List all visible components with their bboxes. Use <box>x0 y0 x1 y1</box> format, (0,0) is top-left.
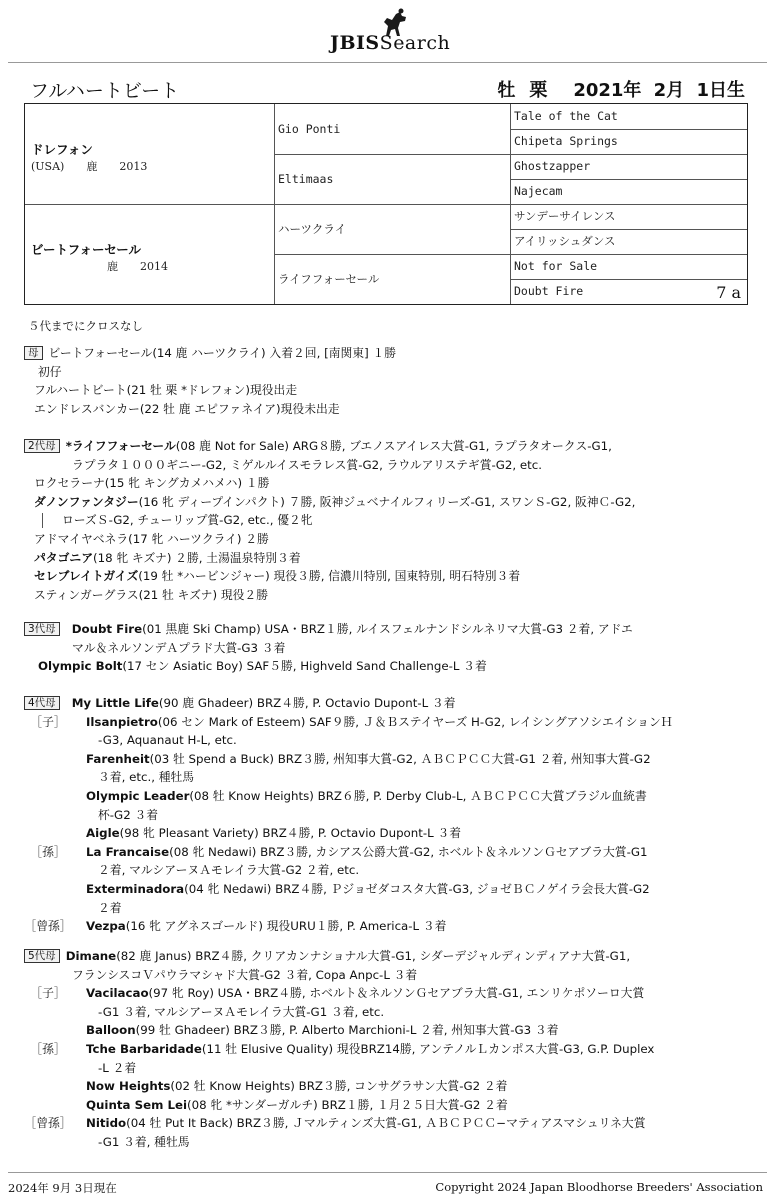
horse-link[interactable]: Vezpa <box>86 919 126 934</box>
horse-record: -G3, Aquanaut H-L, etc. <box>98 733 237 748</box>
footer-divider <box>8 1172 767 1173</box>
list-item[interactable] <box>24 1114 764 1133</box>
horse-link[interactable]: Ilsanpietro <box>86 714 158 729</box>
sire-dam[interactable]: Eltimaas <box>278 172 334 186</box>
relation-label: ［孫］ <box>30 1041 66 1056</box>
gen3-5[interactable]: サンデーサイレンス <box>514 209 616 223</box>
fifth-dam-section: 5代母 Dimane(82 鹿 Janus) BRZ４勝, クリアカンナショナル大賞-G1, シダーデジャルディンディアナ大賞-G1, フランシスコＶパウラマシャド大賞-G2 ３着, Copa Anpc-L ３着 ［子］ Vacilacao(97 牝 Roy) USA・BRZ４勝, ホベルト＆ネルソンＧセアブラ大賞-G1, エンリケポソーロ大賞 -G1 ３着, マルシアーヌＡモレイラ大賞-G1 ３着, etc. Balloon(99 牡 Ghadeer) BRZ３勝, P. Alberto Marchioni-L ２着, 州知事大賞-G3 ３着 ［孫］ Tche Barbaridade(11 牡 Elusive Quality) 現役BRZ14勝, アンテノルＬカンポス大賞-G3, G.P. Duplex -L ２着 Now Heights(02 牡 Know Heights) BRZ３勝, コンサグラサン大賞-G2 ２着 Quinta Sem Lei(08 牝 *サンダーガルチ) BRZ１勝, １月２５日大賞-G2 ２着 ［曾孫］ Nitido(04 牡 Put It Back) BRZ３勝, Ｊマルティンズ大賞-G1, ＡＢＣＰＣＣ−マティアスマシュリネ大賞 -G1 ３着, 種牡馬 <box>24 947 764 1152</box>
inbreeding-note: ５代までにクロスなし <box>28 319 143 333</box>
list-item: 初仔 <box>38 364 62 379</box>
gen3-6[interactable]: アイリッシュダンス <box>514 234 616 248</box>
horse-record: (99 牡 Ghadeer) BRZ３勝, P. Alberto Marchioni-L ２着, 州知事大賞-G3 ３着 <box>135 1023 559 1038</box>
list-item[interactable]: セレブレイトガイズ(19 牡 *ハービンジャー) 現役３勝, 信濃川特別, 国東特別, 明石特別３着 <box>34 569 521 584</box>
list-item-cont <box>24 768 764 787</box>
horse-birthdate: 2021年 2月 1日生 <box>573 80 745 101</box>
list-item[interactable] <box>24 1077 764 1096</box>
list-item[interactable] <box>24 880 764 899</box>
section-tag: 5代母 <box>24 949 60 963</box>
relation-label: ［曾孫］ <box>24 919 72 934</box>
list-item-cont <box>24 806 764 825</box>
jbis-search-logo[interactable] <box>330 8 460 54</box>
list-item[interactable] <box>24 843 764 862</box>
as-of-date: 2024年 9月 3日現在 <box>8 1181 117 1195</box>
horse-record: ２着 <box>98 900 122 915</box>
list-item-cont <box>24 861 764 880</box>
list-item[interactable] <box>24 750 764 769</box>
gen3-7[interactable]: Not for Sale <box>514 259 598 273</box>
section-tag: 4代母 <box>24 696 60 710</box>
relation-label: ［孫］ <box>30 844 66 859</box>
horse-link[interactable]: Aigle <box>86 826 120 841</box>
list-item-cont <box>24 899 764 918</box>
list-item-cont <box>24 731 764 750</box>
gen3-1[interactable]: Tale of the Cat <box>514 109 618 123</box>
gen3-2[interactable]: Chipeta Springs <box>514 134 618 148</box>
horse-link[interactable]: Tche Barbaridade <box>86 1041 202 1056</box>
horse-record: (06 セン Mark of Esteem) SAF９勝, Ｊ＆Ｂステイヤーズ H-G2, レイシングアソシエイションＨ <box>157 714 673 729</box>
horse-record: (16 牝 アグネスゴールド) 現役URU１勝, P. America-L ３着 <box>125 919 447 934</box>
horse-link[interactable]: Olympic Leader <box>86 788 190 803</box>
horse-link[interactable]: La Francaise <box>86 844 170 859</box>
horse-sex: 牡 <box>497 80 516 101</box>
horse-name: フルハートビート <box>30 80 180 102</box>
horse-record: (98 牝 Pleasant Variety) BRZ４勝, P. Octavio Dupont-L ３着 <box>119 826 462 841</box>
copyright: Copyright 2024 Japan Bloodhorse Breeders' Association <box>435 1180 763 1194</box>
dam-sire[interactable]: ハーツクライ <box>278 222 347 236</box>
horse-record: -G1 ３着, 種牡馬 <box>98 1134 190 1149</box>
dam-dam[interactable]: ライフフォーセール <box>278 272 380 286</box>
horse-record: (08 牡 Know Heights) BRZ６勝, P. Derby Club-L, ＡＢＣＰＣＣ大賞ブラジル血統書 <box>189 788 647 803</box>
list-item[interactable] <box>24 824 764 843</box>
gen3-8[interactable]: Doubt Fire <box>514 284 584 298</box>
horse-link[interactable]: Now Heights <box>86 1079 171 1094</box>
horse-record: (02 牡 Know Heights) BRZ３勝, コンサグラサン大賞-G2 ２着 <box>170 1079 508 1094</box>
sire-name[interactable]: ドレフォン <box>31 142 93 157</box>
list-item[interactable] <box>24 787 764 806</box>
pedigree-table <box>24 103 748 305</box>
list-item[interactable] <box>24 713 764 732</box>
list-item[interactable] <box>24 917 764 936</box>
horse-record: (11 牡 Elusive Quality) 現役BRZ14勝, アンテノルＬカンポス大賞-G3, G.P. Duplex <box>201 1041 655 1056</box>
horse-record: -G1 ３着, マルシアーヌＡモレイラ大賞-G1 ３着, etc. <box>98 1004 385 1019</box>
horse-link[interactable]: Vacilacao <box>86 986 149 1001</box>
horse-record: (08 牝 *サンダーガルチ) BRZ１勝, １月２５日大賞-G2 ２着 <box>187 1097 508 1112</box>
section-tag: 母 <box>24 346 43 360</box>
gen3-4[interactable]: Najecam <box>514 184 563 198</box>
logo-text: JBISSearch <box>330 32 451 54</box>
dam-section <box>24 344 764 418</box>
horse-link[interactable]: Nitido <box>86 1116 127 1131</box>
list-item[interactable]: スティンガーグラス(21 牡 キズナ) 現役２勝 <box>34 587 269 602</box>
list-item[interactable]: Olympic Bolt(17 セン Asiatic Boy) SAF５勝, Highveld Sand Challenge-L ３着 <box>38 659 487 674</box>
horse-link[interactable]: Exterminadora <box>86 881 185 896</box>
dam-summary: ビートフォーセール(14 鹿 ハーツクライ) 入着２回, [南関東] １勝 <box>48 346 397 360</box>
sire-sire[interactable]: Gio Ponti <box>278 122 341 136</box>
list-item[interactable] <box>24 1040 764 1059</box>
list-item[interactable]: ロクセラーナ(15 牝 キングカメハメハ) １勝 <box>34 476 270 491</box>
horse-record: ２着, マルシアーヌＡモレイラ大賞-G2 ２着, etc. <box>98 863 360 878</box>
list-item[interactable]: エンドレスバンカー(22 牡 鹿 エピファネイア)現役未出走 <box>34 401 340 416</box>
relation-label: ［子］ <box>30 714 66 729</box>
horse-record: (04 牡 Put It Back) BRZ３勝, Ｊマルティンズ大賞-G1, ＡＢＣＰＣＣ−マティアスマシュリネ大賞 <box>126 1116 646 1131</box>
list-item[interactable] <box>24 1021 764 1040</box>
horse-record: (08 牝 Nedawi) BRZ３勝, カシアス公爵大賞-G2, ホベルト＆ネルソンＧセアブラ大賞-G1 <box>169 844 648 859</box>
list-item-cont <box>24 1133 764 1152</box>
third-dam-section: 3代母 Doubt Fire(01 黒鹿 Ski Champ) USA・BRZ１勝, ルイスフェルナンドシルネリマ大賞-G3 ２着, アドエ マル＆ネルソンデＡプラド大賞-G3 ３着 Olympic Bolt(17 セン Asiatic Boy) SAF５勝, Highveld Sand Challenge-L ３着 <box>24 620 764 676</box>
relation-label: ［曾孫］ <box>24 1116 72 1131</box>
horse-title-row <box>30 76 745 102</box>
list-item-cont <box>24 1003 764 1022</box>
dam-name[interactable]: ビートフォーセール <box>31 242 142 257</box>
horse-record: (04 牝 Nedawi) BRZ４勝, Ｐジョゼダコスタ大賞-G3, ジョゼＢＣノゲイラ会長大賞-G2 <box>184 881 650 896</box>
list-item-cont: ローズＳ-G2, チューリップ賞-G2, etc., 優２牝 <box>24 511 764 530</box>
gen3-3[interactable]: Ghostzapper <box>514 159 591 173</box>
horse-record: -L ２着 <box>98 1060 137 1075</box>
section-tag: 3代母 <box>24 622 60 636</box>
horse-record: 杯-G2 ３着 <box>98 807 159 822</box>
horse-profile <box>483 76 745 102</box>
header-divider <box>8 62 767 63</box>
horse-link[interactable]: Quinta Sem Lei <box>86 1097 188 1112</box>
list-item[interactable]: アドマイヤベネラ(17 牝 ハーツクライ) ２勝 <box>34 531 269 546</box>
relation-label: ［子］ <box>30 986 66 1001</box>
third-dam-name[interactable]: Doubt Fire <box>71 622 143 636</box>
second-dam-section: 2代母 *ライフフォーセール(08 鹿 Not for Sale) ARG８勝, ブエノスアイレス大賞-G1, ラプラタオークス-G1, ラプラタ１０００ギニー-G2, ミゲルルイスモラレス賞-G2, ラウルアリステギ賞-G2, etc. ロクセラーナ(15 牝 キングカメハメハ) １勝 ダノンファンタジー(16 牝 ディープインパクト) ７勝, 阪神ジュベナイルフィリーズ-G1, スワンＳ-G2, 阪神Ｃ-G2, ローズＳ-G2, チューリップ賞-G2, etc., 優２牝 アドマイヤベネラ(17 牝 ハーツクライ) ２勝 パタゴニア(18 牝 キズナ) ２勝, 土湯温泉特別３着 セレブレイトガイズ(19 牡 *ハービンジャー) 現役３勝, 信濃川特別, 国東特別, 明石特別３着 スティンガーグラス(21 牡 キズナ) 現役２勝 <box>24 437 764 604</box>
horse-link[interactable]: Balloon <box>86 1023 136 1038</box>
horse-color: 栗 <box>529 80 548 101</box>
fourth-dam-name[interactable]: My Little Life <box>71 696 159 710</box>
horse-record: (03 牡 Spend a Buck) BRZ３勝, 州知事大賞-G2, ＡＢＣＰＣＣ大賞-G1 ２着, 州知事大賞-G2 <box>149 751 651 766</box>
fifth-dam-name[interactable]: Dimane <box>65 949 117 963</box>
sire-cell: ドレフォン (USA) 鹿 2013 <box>31 140 169 174</box>
second-dam-name[interactable]: *ライフフォーセール <box>65 439 176 453</box>
list-item[interactable]: ダノンファンタジー(16 牝 ディープインパクト) ７勝, 阪神ジュベナイルフィリーズ-G1, スワンＳ-G2, 阪神Ｃ-G2, <box>34 494 636 509</box>
fourth-dam-section: 4代母 My Little Life(90 鹿 Ghadeer) BRZ４勝, P. Octavio Dupont-L ３着 ［子］ Ilsanpietro(06 セン Mark of Esteem) SAF９勝, Ｊ＆Ｂステイヤーズ H-G2, レイシングアソシエイションＨ -G3, Aquanaut H-L, etc. Farenheit(03 牡 Spend a Buck) BRZ３勝, 州知事大賞-G2, ＡＢＣＰＣＣ大賞-G1 ２着, 州知事大賞-G2 ３着, etc., 種牡馬 Olympic Leader(08 牡 Know Heights) BRZ６勝, P. Derby Club-L, ＡＢＣＰＣＣ大賞ブラジル血統書 杯-G2 ３着 Aigle(98 牝 Pleasant Variety) BRZ４勝, P. Octavio Dupont-L ３着 ［孫］ La Francaise(08 牝 Nedawi) BRZ３勝, カシアス公爵大賞-G2, ホベルト＆ネルソンＧセアブラ大賞-G1 ２着, マルシアーヌＡモレイラ大賞-G2 ２着, etc. Exterminadora(04 牝 Nedawi) BRZ４勝, Ｐジョゼダコスタ大賞-G3, ジョゼＢＣノゲイラ会長大賞-G2 ２着 ［曾孫］ Vezpa(16 牝 アグネスゴールド) 現役URU１勝, P. America-L ３着 <box>24 694 764 936</box>
list-item[interactable] <box>24 984 764 1003</box>
horse-record: (97 牝 Roy) USA・BRZ４勝, ホベルト＆ネルソンＧセアブラ大賞-G1, エンリケポソーロ大賞 <box>148 986 645 1001</box>
section-tag: 2代母 <box>24 439 60 453</box>
list-item[interactable]: フルハートビート(21 牡 栗 *ドレフォン)現役出走 <box>34 383 298 398</box>
dam-cell: ビートフォーセール 鹿 2014 <box>31 240 190 274</box>
family-number: 7 a <box>716 283 741 302</box>
list-item-cont <box>24 1059 764 1078</box>
list-item[interactable]: パタゴニア(18 牝 キズナ) ２勝, 土湯温泉特別３着 <box>34 550 301 565</box>
horse-link[interactable]: Farenheit <box>86 751 150 766</box>
horse-record: ３着, etc., 種牡馬 <box>98 770 195 785</box>
list-item[interactable] <box>24 1096 764 1115</box>
